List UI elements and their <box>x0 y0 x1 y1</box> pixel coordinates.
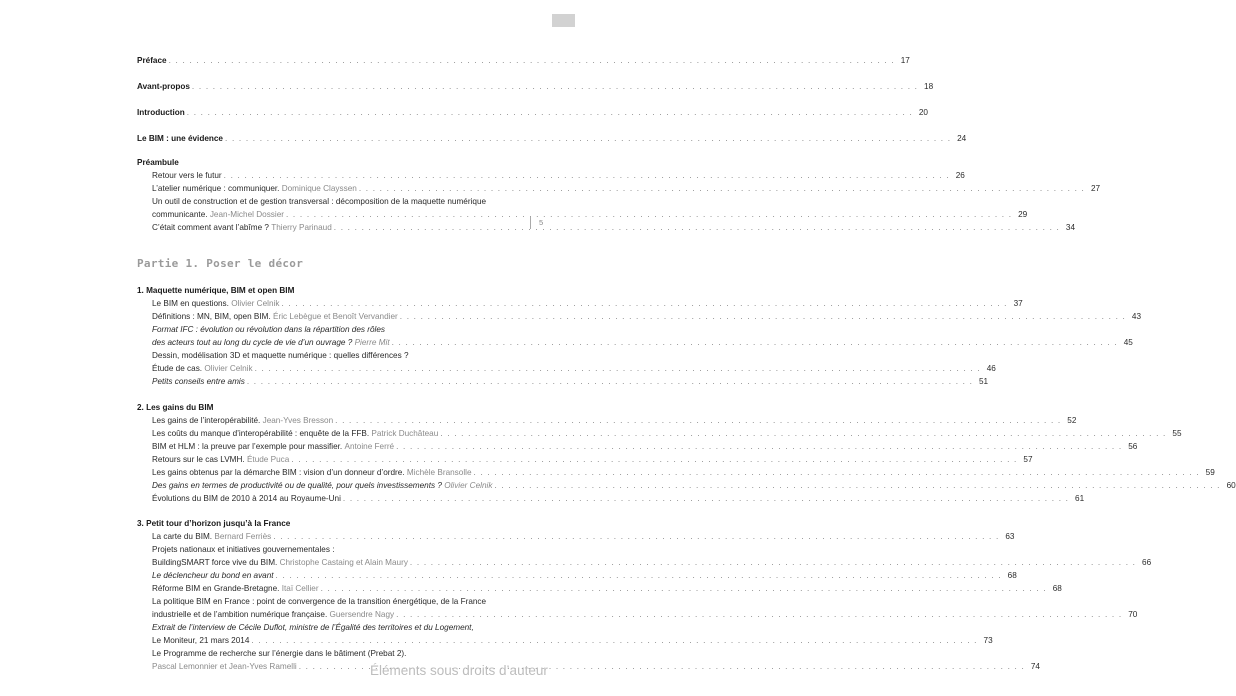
dot-leader <box>255 363 981 374</box>
dot-leader <box>247 376 973 387</box>
toc-entry[interactable] <box>152 415 1077 426</box>
toc-entry-page: 70 <box>1128 610 1138 619</box>
toc-entry-page: 73 <box>983 636 993 645</box>
toc-entry-title: Avant-propos <box>137 82 190 91</box>
toc-entry[interactable] <box>152 635 993 646</box>
toc-entry-page: 60 <box>1226 481 1236 490</box>
toc-entry-page: 74 <box>1030 662 1040 671</box>
dot-leader <box>440 428 1166 439</box>
toc-entry-title: La carte du BIM. <box>152 532 213 541</box>
dot-leader <box>359 183 1085 194</box>
toc-entry[interactable] <box>152 222 1075 233</box>
toc-entry-author: Jean-Michel Dossier <box>209 210 284 219</box>
toc-entry[interactable] <box>152 363 996 374</box>
page-number: 5 <box>539 218 544 227</box>
toc-entry-title: Réforme BIM en Grande-Bretagne. <box>152 584 280 593</box>
toc-entry-continued[interactable] <box>152 648 515 659</box>
dot-leader <box>474 467 1200 478</box>
toc-entry-page: 59 <box>1205 468 1215 477</box>
dot-leader <box>251 635 977 646</box>
toc-entry-page: 46 <box>986 364 996 373</box>
toc-entry-author: Olivier Celnik <box>444 481 493 490</box>
toc-entry-author: Antoine Ferré <box>344 442 395 451</box>
toc-entry-author: Pierre Mit <box>354 338 390 347</box>
toc-entry[interactable] <box>152 298 1023 309</box>
dot-leader <box>281 298 1007 309</box>
toc-entry-title: Le déclencheur du bond en avant <box>152 571 274 580</box>
preambule-heading: Préambule <box>137 158 179 167</box>
dot-leader <box>321 583 1047 594</box>
toc-entry-title: Le Moniteur, 21 mars 2014 <box>152 636 250 645</box>
dot-leader <box>396 441 1122 452</box>
toc-entry-title: Retours sur le cas LVMH. <box>152 455 245 464</box>
toc-entry-introduction[interactable] <box>137 107 928 118</box>
toc-entry[interactable] <box>152 454 1033 465</box>
dot-leader <box>335 415 1061 426</box>
toc-entry[interactable] <box>152 441 1138 452</box>
dot-leader <box>169 55 895 66</box>
toc-entry-author: Olivier Celnik <box>231 299 280 308</box>
toc-entry-title: Petits conseils entre amis <box>152 377 245 386</box>
corner-tab <box>552 14 575 27</box>
toc-entry-title: Le BIM en questions. <box>152 299 229 308</box>
dot-leader <box>343 493 1069 504</box>
toc-entry-page: 24 <box>957 134 967 143</box>
toc-entry-page: 37 <box>1013 299 1023 308</box>
toc-entry-bim-evidence[interactable] <box>137 133 967 144</box>
toc-entry-author: Jean-Yves Bresson <box>262 416 334 425</box>
toc-entry-author: Thierry Parinaud <box>271 223 332 232</box>
toc-entry[interactable] <box>152 531 1015 542</box>
toc-entry-title: L’atelier numérique : communiquer. <box>152 184 280 193</box>
dot-leader <box>276 570 1002 581</box>
toc-entry-title: Projets nationaux et initiatives gouvernementales : <box>152 545 335 554</box>
toc-entry[interactable] <box>152 170 965 181</box>
toc-entry-title: Les coûts du manque d’interopérabilité : enquête de la FFB. <box>152 429 370 438</box>
toc-entry-title: Dessin, modélisation 3D et maquette numérique : quelles différences ? <box>152 351 409 360</box>
toc-entry-author: Étude Puca <box>246 455 290 464</box>
toc-entry-author: Dominique Clayssen <box>281 184 357 193</box>
toc-entry-page: 18 <box>924 82 934 91</box>
toc-entry-title: industrielle et de l’ambition numérique française. <box>152 610 328 619</box>
toc-entry-author: Michèle Bransolle <box>406 468 472 477</box>
toc-entry[interactable] <box>152 337 1133 348</box>
toc-entry[interactable] <box>152 570 1017 581</box>
toc-entry-title: BIM et HLM : la preuve par l’exemple pour massifier. <box>152 442 343 451</box>
copyright-watermark: Éléments sous droits d’auteur <box>370 663 548 678</box>
toc-entry-title: Étude de cas. <box>152 364 203 373</box>
toc-entry[interactable] <box>152 209 1028 220</box>
dot-leader <box>291 454 1017 465</box>
toc-entry-continued[interactable] <box>152 544 515 555</box>
toc-entry-title: Des gains en termes de productivité ou de qualité, pour quels investissements ? <box>152 481 442 490</box>
toc-entry-page: 34 <box>1065 223 1075 232</box>
toc-entry-title: Préface <box>137 56 167 65</box>
toc-entry-author: Patrick Duchâteau <box>371 429 439 438</box>
toc-entry[interactable] <box>152 311 1141 322</box>
toc-entry-title: C’était comment avant l’abîme ? <box>152 223 269 232</box>
toc-entry-page: 27 <box>1090 184 1101 193</box>
toc-entry[interactable] <box>152 428 1182 439</box>
toc-entry-author: Christophe Castaing et Alain Maury <box>279 558 408 567</box>
toc-entry-page: 66 <box>1142 558 1152 567</box>
toc-entry[interactable] <box>152 376 989 387</box>
toc-entry-title: Les gains obtenus par la démarche BIM : vision d’un donneur d’ordre. <box>152 468 405 477</box>
toc-entry-author: Pascal Lemonnier et Jean-Yves Ramelli <box>152 662 297 671</box>
toc-entry-title: Un outil de construction et de gestion transversal : décomposition de la maquette numérique <box>152 197 487 206</box>
toc-entry-page: 29 <box>1018 210 1028 219</box>
toc-entry[interactable] <box>152 183 1101 194</box>
toc-entry-avant-propos[interactable] <box>137 81 934 92</box>
dot-leader <box>334 222 1060 233</box>
toc-entry-preface[interactable] <box>137 55 910 66</box>
toc-entry[interactable] <box>152 557 1152 568</box>
toc-entry-page: 17 <box>900 56 910 65</box>
toc-entry-author: Itaï Cellier <box>281 584 319 593</box>
toc-entry-page: 68 <box>1052 584 1062 593</box>
dot-leader <box>494 480 1220 491</box>
toc-entry[interactable] <box>152 480 1236 491</box>
toc-entry-page: 45 <box>1123 338 1133 347</box>
section-heading: 2. Les gains du BIM <box>137 403 214 412</box>
toc-entry-page: 51 <box>978 377 989 386</box>
toc-entry-page: 43 <box>1131 312 1141 321</box>
toc-entry-title: Les gains de l’interopérabilité. <box>152 416 261 425</box>
toc-entry-title: Le Programme de recherche sur l’énergie dans le bâtiment (Prebat 2). <box>152 649 407 658</box>
part-title: Partie 1. Poser le décor <box>137 257 304 270</box>
toc-entry-page: 20 <box>918 108 928 117</box>
dot-leader <box>400 311 1126 322</box>
toc-entry-title: Format IFC : évolution ou révolution dans la répartition des rôles <box>152 325 386 334</box>
toc-entry-title: Évolutions du BIM de 2010 à 2014 au Royaume-Uni <box>152 494 341 503</box>
dot-leader <box>225 133 951 144</box>
dot-leader <box>392 337 1118 348</box>
toc-entry-title: Retour vers le futur <box>152 171 222 180</box>
toc-entry-title: Le BIM : une évidence <box>137 134 223 143</box>
toc-entry-title: Extrait de l’interview de Cécile Duflot, ministre de l’Égalité des territoires et du Logement, <box>152 623 474 632</box>
toc-entry-continued[interactable] <box>152 622 515 633</box>
toc-entry-continued[interactable] <box>152 196 515 207</box>
dot-leader <box>273 531 999 542</box>
toc-entry[interactable] <box>152 609 1138 620</box>
toc-entry-page: 68 <box>1007 571 1017 580</box>
dot-leader <box>224 170 950 181</box>
toc-entry-title: des acteurs tout au long du cycle de vie d’un ouvrage ? <box>152 338 353 347</box>
toc-entry-author: Éric Lebègue et Benoît Vervandier <box>273 312 398 321</box>
toc-entry-page: 52 <box>1067 416 1077 425</box>
toc-entry-author: Guersendre Nagy <box>329 610 395 619</box>
toc-entry-title: BuildingSMART force vive du BIM. <box>152 558 278 567</box>
toc-entry[interactable] <box>152 493 1085 504</box>
toc-entry-page: 61 <box>1075 494 1085 503</box>
dot-leader <box>410 557 1136 568</box>
toc-entry-page: 55 <box>1172 429 1182 438</box>
dot-leader <box>286 209 1012 220</box>
toc-entry-page: 26 <box>955 171 965 180</box>
toc-entry-continued[interactable] <box>152 324 515 335</box>
toc-entry-title: communicante. <box>152 210 208 219</box>
toc-entry-continued[interactable] <box>152 596 515 607</box>
section-heading: 3. Petit tour d’horizon jusqu’à la France <box>137 519 291 528</box>
toc-entry[interactable] <box>152 583 1062 594</box>
toc-entry-title: La politique BIM en France : point de convergence de la transition énergétique, de la France <box>152 597 487 606</box>
dot-leader <box>396 609 1122 620</box>
toc-entry-continued[interactable] <box>152 350 515 361</box>
toc-entry-page: 56 <box>1128 442 1138 451</box>
toc-entry-author: Olivier Celnik <box>204 364 253 373</box>
toc-entry-page: 57 <box>1023 455 1033 464</box>
dot-leader <box>192 81 918 92</box>
section-heading: 1. Maquette numérique, BIM et open BIM <box>137 286 295 295</box>
toc-entry-page: 63 <box>1005 532 1015 541</box>
dot-leader <box>187 107 913 118</box>
toc-entry[interactable] <box>152 467 1215 478</box>
toc-entry-title: Introduction <box>137 108 185 117</box>
toc-entry-title: Définitions : MN, BIM, open BIM. <box>152 312 271 321</box>
toc-entry-author: Bernard Ferriès <box>214 532 272 541</box>
